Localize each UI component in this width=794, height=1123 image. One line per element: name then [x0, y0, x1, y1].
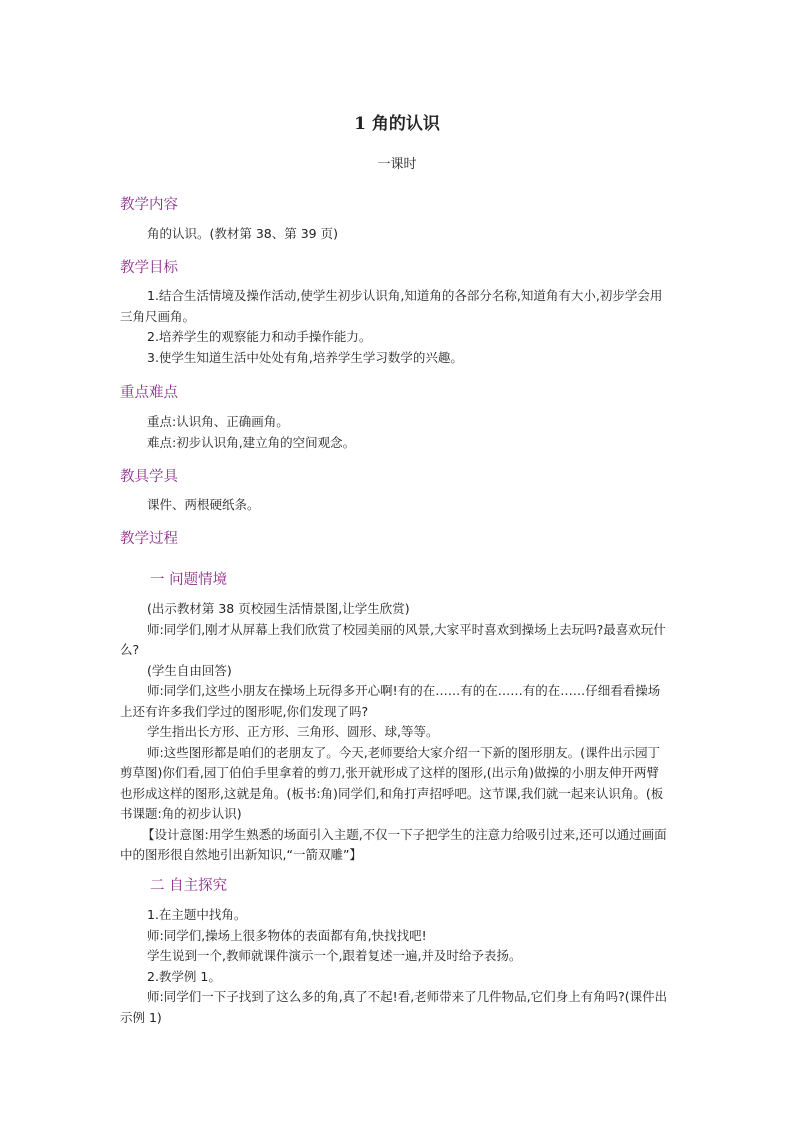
page-title: 1 角的认识 — [354, 114, 440, 134]
paragraph: 师:这些图形都是咱们的老朋友了。今天,老师要给大家介绍一下新的图形朋友。(课件出示园丁剪草图)你们看,园丁伯伯手里拿着的剪刀,张开就形成了这样的图形,(出示角)做操的小朋友伸开两臂也形成这样的图形,这就是角。(板书:角)同学们,和角打声招呼吧。这节课,我们就一起来认识角。(板书课题:角的初步认识) — [120, 744, 664, 821]
heading-self-exploration: 二 自主探究 — [150, 878, 228, 894]
paragraph: 1.在主题中找角。 — [147, 907, 247, 922]
heading-teaching-process: 教学过程 — [120, 531, 178, 547]
paragraph: (出示教材第 38 页校园生活情景图,让学生欣赏) — [147, 601, 410, 616]
paragraph: (学生自由回答) — [147, 662, 232, 678]
heading-teaching-tools: 教具学具 — [120, 469, 178, 485]
paragraph: 学生说到一个,教师就课件演示一个,跟着复述一遍,并及时给予表扬。 — [147, 948, 522, 963]
key-item: 重点:认识角、正确画角。 — [147, 414, 289, 429]
paragraph: 师:同学们,操场上很多物体的表面都有角,快找找吧! — [147, 927, 427, 943]
goal-item: 3.使学生知道生活中处处有角,培养学生学习数学的兴趣。 — [147, 349, 463, 365]
paragraph: 2.教学例 1。 — [147, 968, 221, 984]
content-line: 角的认识。(教材第 38、第 39 页) — [147, 226, 338, 241]
design-intent-note: 【设计意图:用学生熟悉的场面引入主题,不仅一下子把学生的注意力给吸引过来,还可以通过画面中的图形很自然地引出新知识,“一箭双雕”】 — [120, 826, 667, 862]
paragraph: 师:同学们,刚才从屏幕上我们欣赏了校园美丽的风景,大家平时喜欢到操场上去玩吗?最喜欢玩什么? — [120, 621, 666, 657]
heading-teaching-goals: 教学目标 — [120, 260, 178, 276]
problem-situation-body — [120, 599, 668, 866]
teaching-content-text — [120, 224, 668, 245]
goal-item: 1.结合生活情境及操作活动,使学生初步认识角,知道角的各部分名称,知道角有大小,初步学会用三角尺画角。 — [120, 288, 663, 324]
teaching-goals-list — [120, 286, 668, 368]
heading-teaching-content: 教学内容 — [120, 197, 178, 213]
self-exploration-body — [120, 905, 668, 1028]
heading-key-difficult: 重点难点 — [120, 385, 178, 401]
paragraph: 学生指出长方形、正方形、三角形、圆形、球,等等。 — [147, 724, 439, 739]
tools-line: 课件、两根硬纸条。 — [147, 497, 260, 512]
key-difficult-list — [120, 412, 668, 453]
paragraph: 师:同学们,这些小朋友在操场上玩得多开心啊!有的在……有的在……有的在……仔细看看操场上还有许多我们学过的图形呢,你们发现了吗? — [120, 683, 661, 719]
teaching-tools-text — [120, 495, 668, 516]
heading-problem-situation: 一 问题情境 — [150, 572, 228, 588]
goal-item: 2.培养学生的观察能力和动手操作能力。 — [147, 329, 372, 344]
paragraph: 师:同学们一下子找到了这么多的角,真了不起!看,老师带来了几件物品,它们身上有角吗?(课件出示例 1) — [120, 989, 668, 1025]
lesson-count: 一课时 — [377, 157, 417, 172]
key-item: 难点:初步认识角,建立角的空间观念。 — [147, 434, 356, 450]
